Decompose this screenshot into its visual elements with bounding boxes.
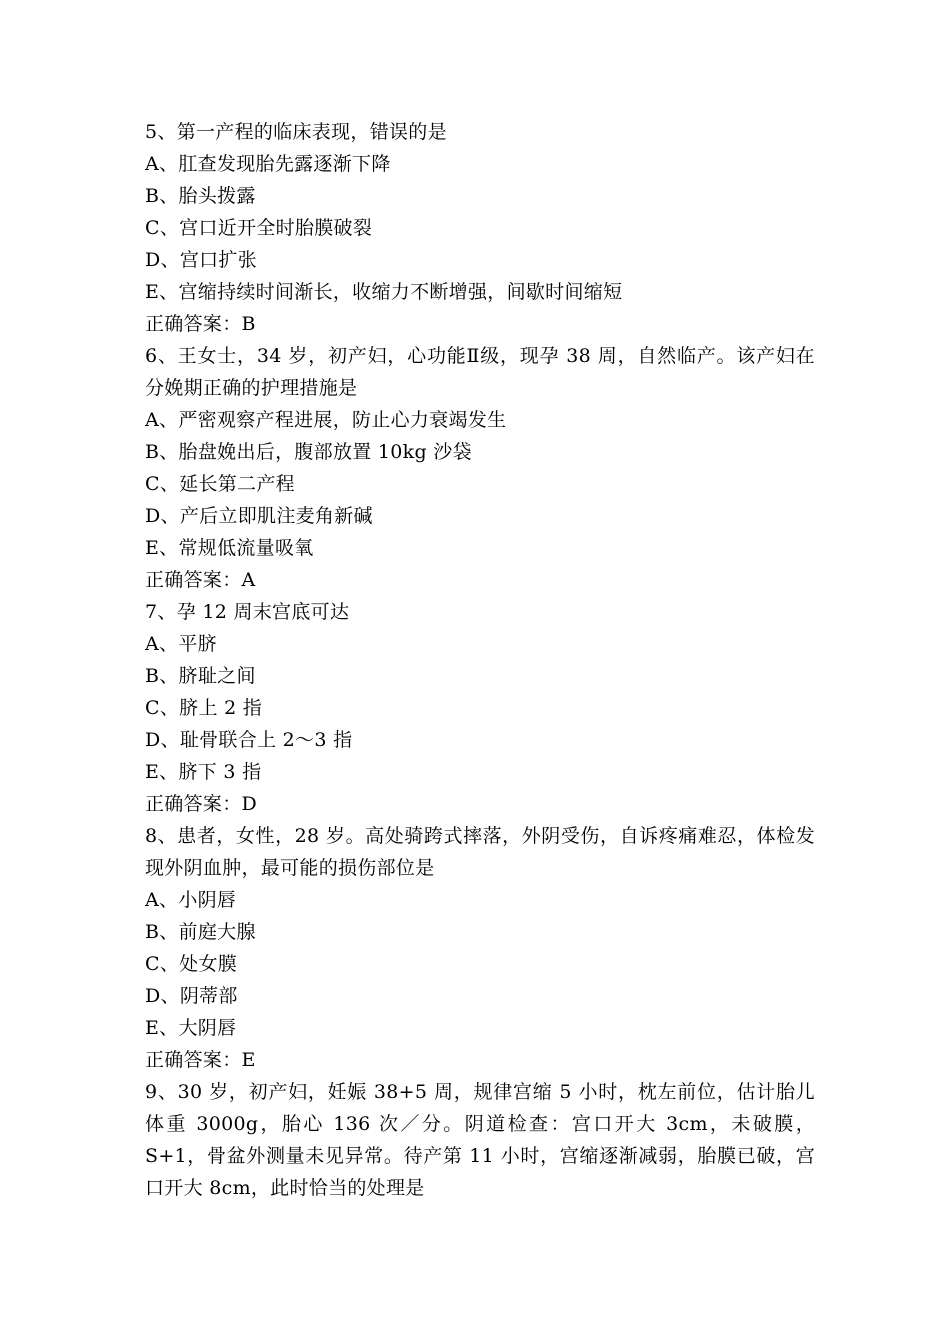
option-b: B、脐耻之间	[145, 665, 256, 687]
correct-answer: 正确答案：E	[145, 1049, 256, 1071]
question-stem: 9、30 岁，初产妇，妊娠 38+5 周，规律宫缩 5 小时，枕左前位，估计胎儿体重 3000g，胎心 136 次／分。阴道检查：宫口开大 3cm，未破膜，S+1，骨盆外测量未见异常。待产第 11 小时，宫缩逐渐减弱，胎膜已破，宫口开大 8cm，此时恰当的处理是	[145, 1081, 815, 1199]
option-b: B、前庭大腺	[145, 921, 256, 943]
option-e: E、宫缩持续时间渐长，收缩力不断增强，间歇时间缩短	[145, 281, 623, 303]
option-e: E、脐下 3 指	[145, 761, 262, 783]
question-stem: 5、第一产程的临床表现，错误的是	[145, 121, 447, 143]
option-c: C、处女膜	[145, 953, 238, 975]
question-stem: 6、王女士，34 岁，初产妇，心功能Ⅱ级，现孕 38 周，自然临产。该产妇在分娩期正确的护理措施是	[145, 345, 815, 399]
question-9	[145, 1076, 815, 1204]
option-a: A、平脐	[145, 633, 217, 655]
correct-answer: 正确答案：B	[145, 313, 256, 335]
option-d: D、产后立即肌注麦角新碱	[145, 505, 373, 527]
correct-answer: 正确答案：A	[145, 569, 256, 591]
question-6	[145, 340, 815, 596]
question-list	[145, 116, 815, 1204]
question-8	[145, 820, 815, 1076]
question-7	[145, 596, 815, 820]
correct-answer: 正确答案：D	[145, 793, 258, 815]
question-stem: 7、孕 12 周末宫底可达	[145, 601, 350, 623]
option-b: B、胎盘娩出后，腹部放置 10kg 沙袋	[145, 441, 472, 463]
option-a: A、小阴唇	[145, 889, 237, 911]
option-a: A、严密观察产程进展，防止心力衰竭发生	[145, 409, 507, 431]
option-c: C、脐上 2 指	[145, 697, 263, 719]
option-d: D、宫口扩张	[145, 249, 258, 271]
option-b: B、胎头拨露	[145, 185, 256, 207]
option-a: A、肛查发现胎先露逐渐下降	[145, 153, 391, 175]
question-stem: 8、患者，女性，28 岁。高处骑跨式摔落，外阴受伤，自诉疼痛难忍，体检发现外阴血肿，最可能的损伤部位是	[145, 825, 815, 879]
question-5	[145, 116, 815, 340]
option-d: D、阴蒂部	[145, 985, 238, 1007]
option-d: D、耻骨联合上 2～3 指	[145, 729, 353, 751]
option-c: C、宫口近开全时胎膜破裂	[145, 217, 373, 239]
option-e: E、大阴唇	[145, 1017, 237, 1039]
option-c: C、延长第二产程	[145, 473, 295, 495]
option-e: E、常规低流量吸氧	[145, 537, 314, 559]
